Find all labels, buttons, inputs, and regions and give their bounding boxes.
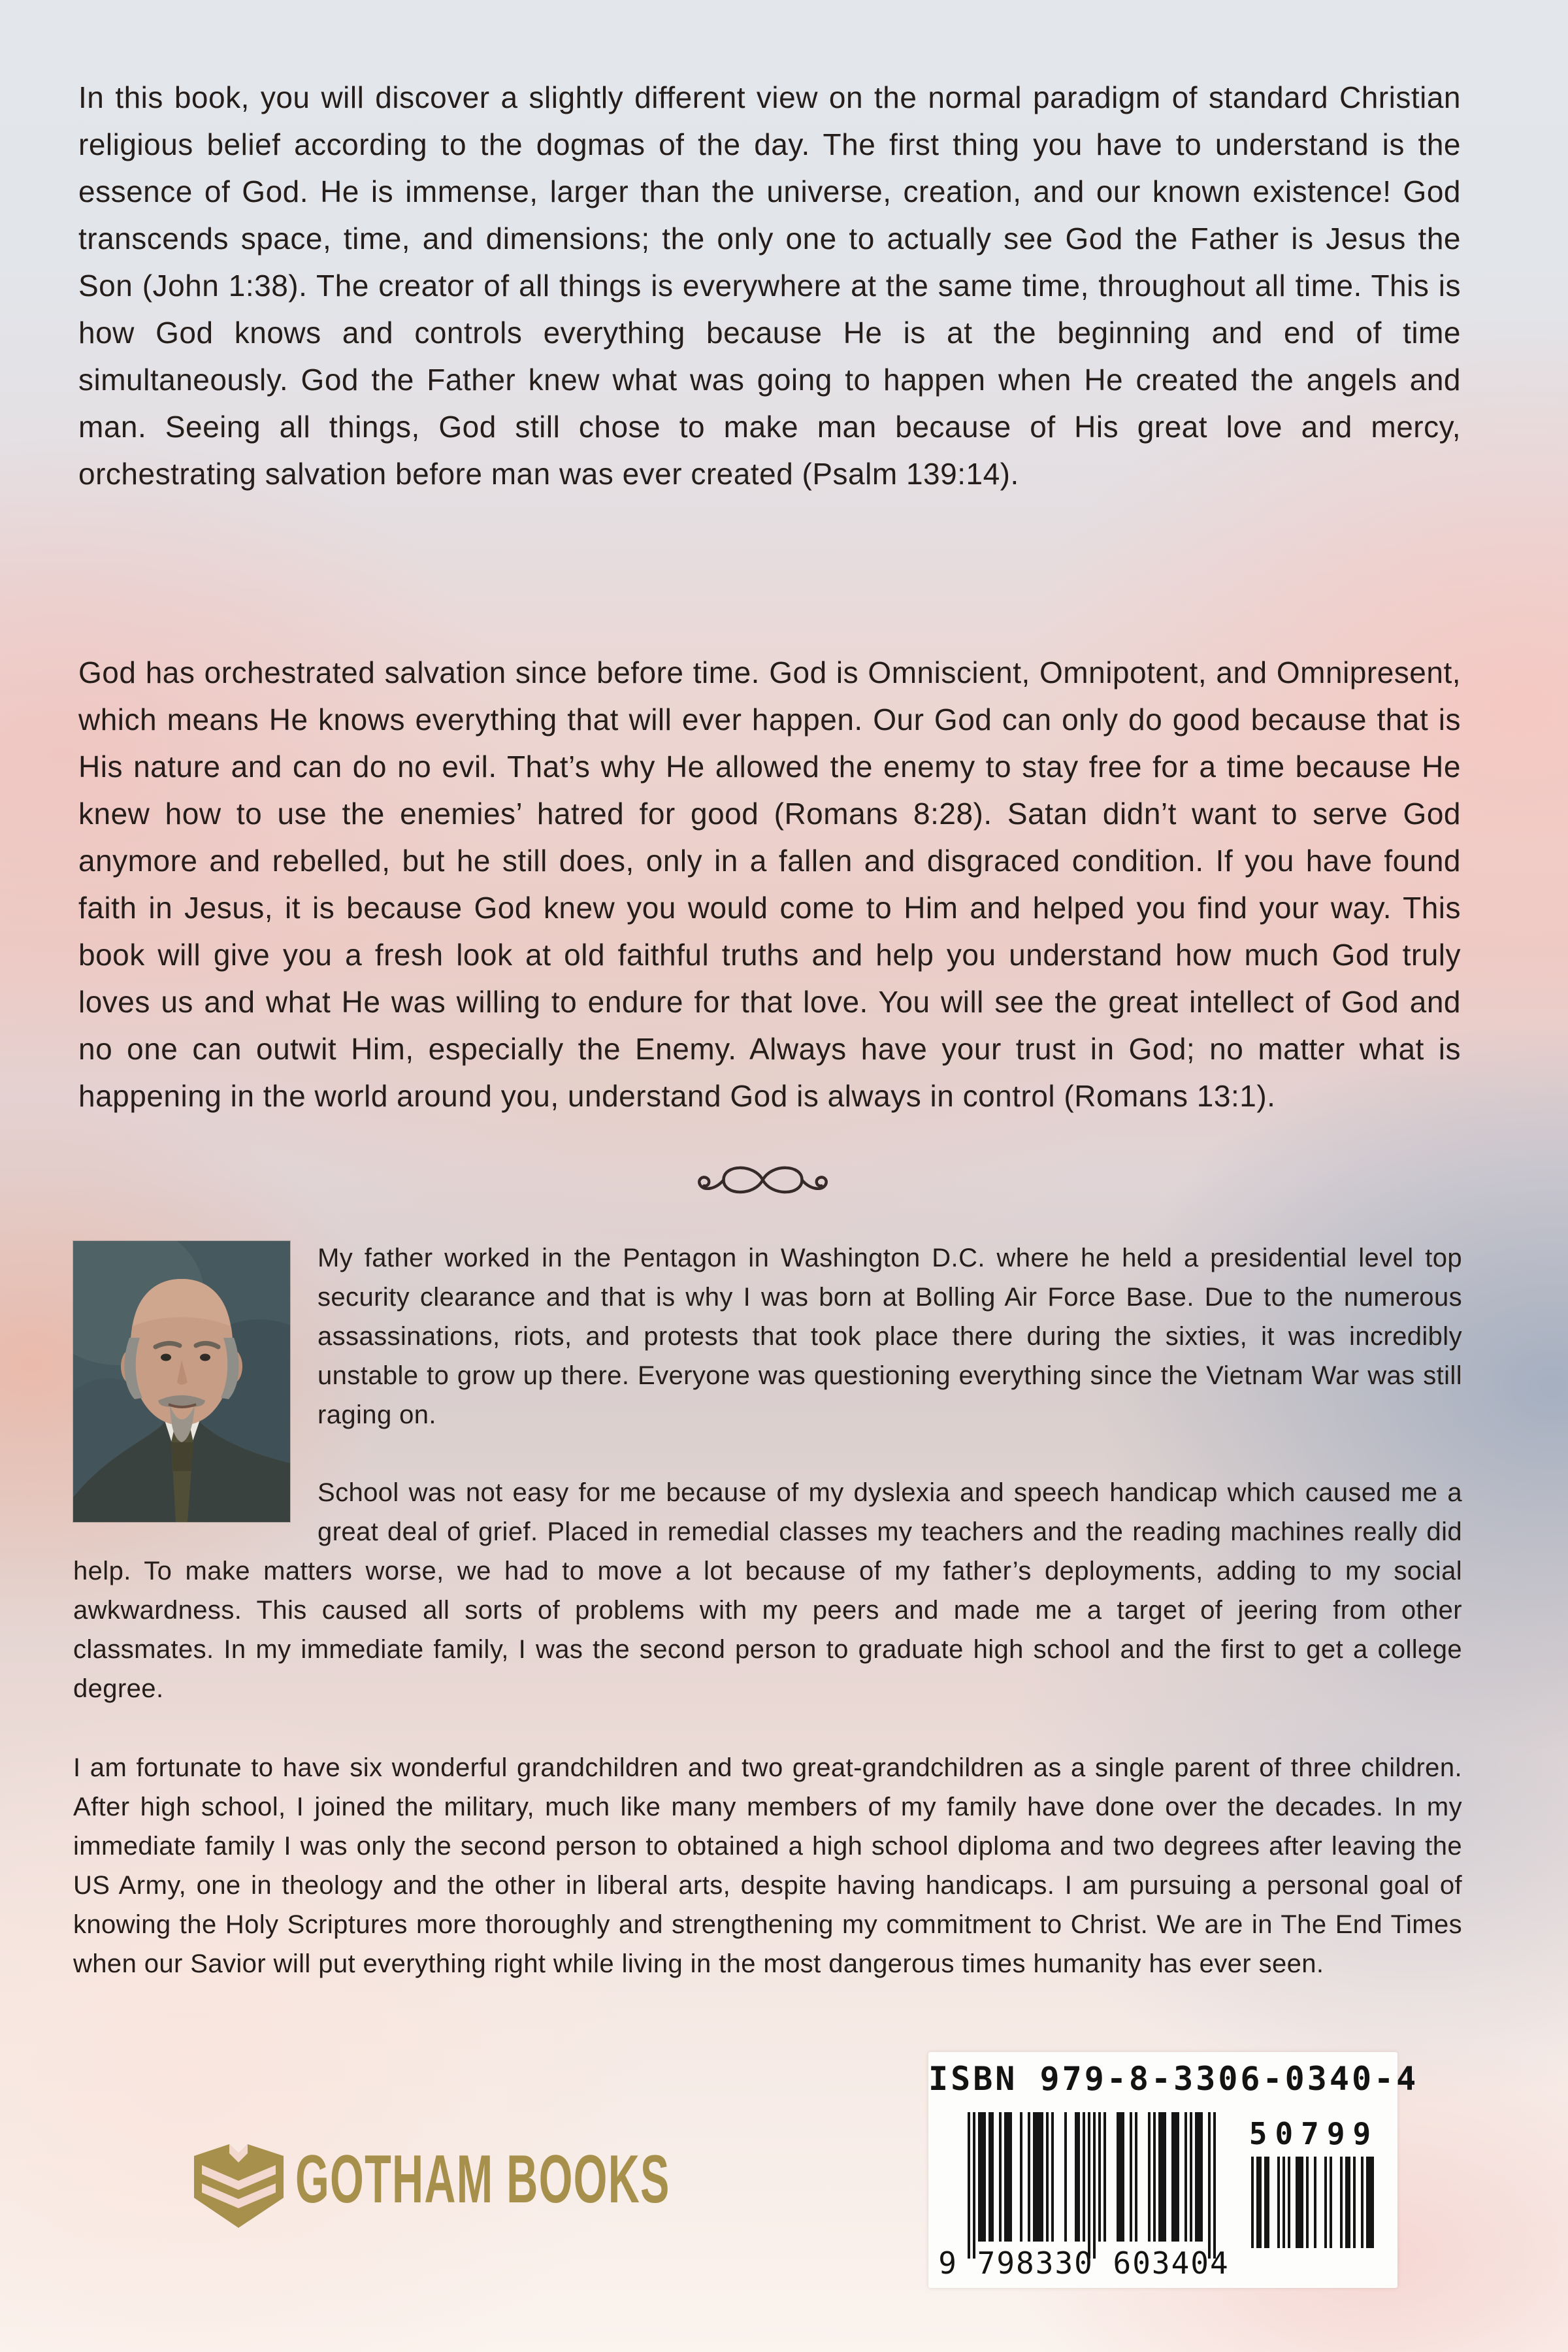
author-bio-paragraph-1: My father worked in the Pentagon in Washington D.C. where he held a presidential level top security clearance and that is why I was born at Bolling Air Force Base. Due to the numerous assassinations, riots, and protests that took place there during the sixties, it was incredibly unstable to grow up there. Everyone was questioning everything since the Vietnam War was still raging on. bbox=[318, 1244, 1462, 1429]
barcode-panel bbox=[928, 2052, 1419, 2288]
author-photo bbox=[73, 1241, 290, 1522]
ean-barcode bbox=[968, 2112, 1216, 2259]
addon-barcode bbox=[1249, 2157, 1374, 2248]
author-bio-paragraph-3: I am fortunate to have six wonderful grandchildren and two great-grandchildren as a single parent of three children. After high school, I joined the military, much like many members of my family have done over the decades. In my immediate family I was only the second person to obtained a high school diploma and two degrees after leaving the US Army, one in theology and the other in liberal arts, despite having handicaps. I am pursuing a personal goal of knowing the Holy Scriptures more thoroughly and strengthening my commitment to Christ. We are in The End Times when our Savior will put everything right while living in the most dangerous times humanity has ever seen. bbox=[73, 1753, 1462, 1978]
synopsis-paragraph-1: In this book, you will discover a slightly different view on the normal paradigm of standard Christian religious belief according to the dogmas of the day. The first thing you have to understand is the essence of God. He is immense, larger than the universe, creation, and our known existence! God transcends space, time, and dimensions; the only one to actually see God the Father is Jesus the Son (John 1:38). The creator of all things is everywhere at the same time, throughout all time. This is how God knows and controls everything because He is at the beginning and end of time simultaneously. God the Father knew what was going to happen when He created the angels and man. Seeing all things, God still chose to make man because of His great love and mercy, orchestrating salvation before man was ever created (Psalm 139:14). bbox=[78, 80, 1461, 491]
author-bio-paragraph-2: School was not easy for me because of my dyslexia and speech handicap which caused me a great deal of grief. Placed in remedial classes my teachers and the reading machines really did help. To make matters worse, we had to move a lot because of my father’s deployments, adding to my social awkwardness. This caused all sorts of problems with my peers and made me a target of jeering from other classmates. In my immediate family, I was the second person to graduate high school and the first to get a college degree. bbox=[73, 1478, 1462, 1703]
infinity-flourish-icon bbox=[689, 1155, 836, 1202]
author-section bbox=[73, 1238, 1462, 1983]
gotham-books-logo-icon bbox=[189, 2140, 289, 2229]
synopsis-paragraph-2: God has orchestrated salvation since before time. God is Omniscient, Omnipotent, and Omnipresent, which means He knows everything that will ever happen. Our God can only do good because that is His nature and can do no evil. That’s why He allowed the enemy to stay free for a time because He knew how to use the enemies’ hatred for good (Romans 8:28). Satan didn’t want to serve God anymore and rebelled, but he still does, only in a fallen and disgraced condition. If you have found faith in Jesus, it is because God knew you would come to Him and helped you find your way. This book will give you a fresh look at old faithful truths and help you understand how much God truly loves us and what He was willing to endure for that love. You will see the great intellect of God and no one can outwit Him, especially the Enemy. Always have your trust in God; no matter what is happening in the world around you, understand God is always in control (Romans 13:1). bbox=[78, 655, 1461, 1113]
barcode-number: 9 798330 603404 bbox=[938, 2245, 1230, 2281]
publisher-name: GOTHAM BOOKS bbox=[295, 2142, 670, 2217]
isbn-label: ISBN 979-8-3306-0340-4 bbox=[928, 2060, 1419, 2098]
price-code: 50799 bbox=[1249, 2116, 1379, 2151]
